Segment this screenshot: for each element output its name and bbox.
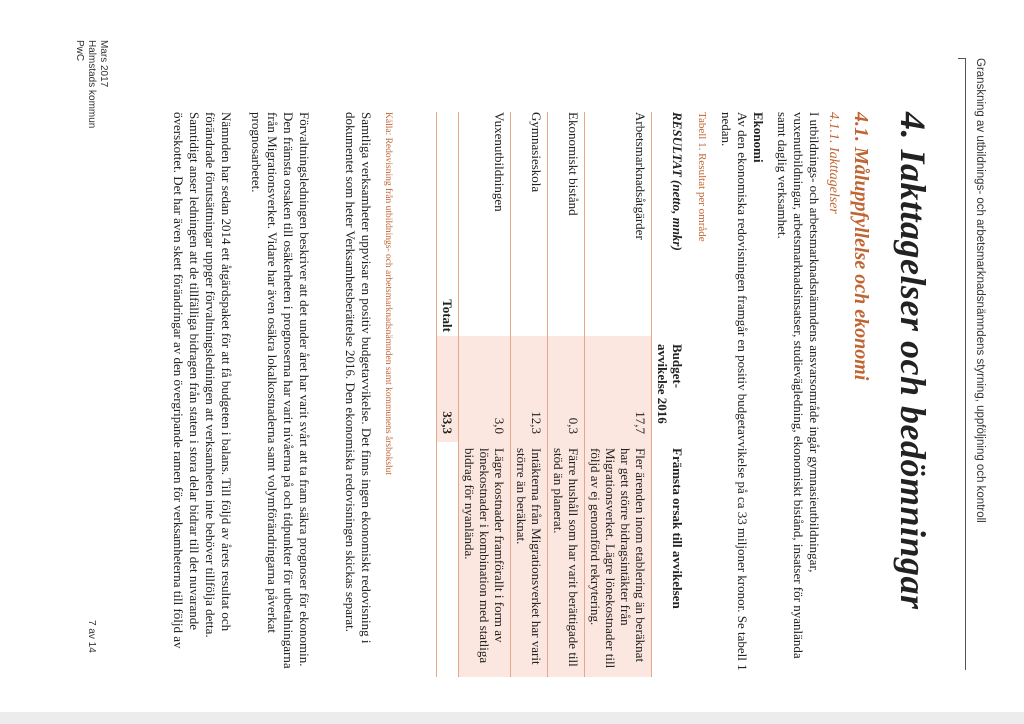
table-total-value: 33,3	[437, 336, 458, 442]
table-total-row	[436, 112, 459, 677]
table-header-row	[652, 112, 688, 677]
page-footer	[73, 40, 109, 128]
section-title: 4.1. Måluppfyllelse och ekonomi	[850, 112, 872, 381]
table-cell-area: Arbetsmarknadsåtgärder	[633, 112, 648, 240]
subsection-title: 4.1.1. Iakttagelser	[826, 112, 841, 214]
footer-firm: PwC	[74, 40, 85, 62]
ekonomi-paragraph: Av den ekonomiska redovisningen framgår en positiv budgetavvikelse på ca 33 miljoner kronor. Se tabell 1 nedan.	[719, 112, 750, 671]
table-source-note: Källa: Redovisning från utbildnings- och arbetsmarknadsnämnden samt kommunens årsbokslut	[383, 112, 393, 476]
table-header-budget: Budget-avvikelse 2016	[655, 344, 685, 424]
footer-org: Halmstads kommun	[86, 40, 97, 129]
table-row	[548, 112, 585, 677]
table-cell-reason: Fler ärenden inom etablering än beräknat har gett större bidragsintäkter från Migrationsverket. Lägre lönekostnader till följd av ej genomförd rekrytering.	[585, 442, 651, 677]
result-table	[436, 112, 688, 677]
table-row	[511, 112, 548, 677]
table-cell-reason: Intäkterna från Migrationsverket har varit större än beräknat.	[511, 442, 547, 677]
table-header-area: RESULTAT (netto, mnkr)	[670, 112, 685, 251]
table-cell-value: 3,0	[459, 336, 510, 442]
body-paragraph-2: Förvaltningsledningen beskriver att det under året har varit svårt att ta fram säkra prognoser för ekonomin. Den främsta orsaken till osäkerheten i prognoserna har varit nivåerna på och tidpunkter för utbetalningarna från Migrationsverket. Vidare har även osäkra lokalkostnaderna samt volymförändringarna påverkat prognosarbetet.	[249, 112, 312, 669]
footer-date: Mars 2017	[98, 40, 109, 88]
table-cell-value: 17,7	[585, 336, 651, 442]
intro-paragraph: I utbildnings- och arbetsmarknadsnämndens ansvarsområde ingår gymnasieutbildningar, vuxenutbildningar, arbetsmarknadsinsatser, studievägledning, ekonomiskt bistånd, insatser för nyanlända samt daglig verksamhet.	[775, 112, 822, 659]
chapter-title: 4. Iakttagelser och bedömningar	[893, 112, 933, 610]
table-row	[585, 112, 652, 677]
table-total-empty	[437, 442, 458, 677]
table-caption: Tabell 1. Resultat per område	[696, 112, 708, 242]
table-cell-area: Vuxenutbildningen	[492, 112, 507, 212]
table-cell-area: Gymnasieskola	[529, 112, 544, 193]
table-cell-area: Ekonomiskt bistånd	[566, 112, 581, 216]
header-rule-tick	[958, 58, 966, 59]
header-rule	[965, 58, 966, 670]
table-header-reason: Främsta orsak till avvikelsen	[670, 448, 685, 609]
body-paragraph-3: Nämnden har sedan 2014 ett åtgärdspaket för att få budgeten i balans. Till följd av årets resultat och förändrade förutsättningar uppger förvaltningsledningen att verksamheten inte behöver tillfölja detta. Samtidigt anser ledningen att de tillfälliga bidragen från staten i stora delar bidrar till det nuvarande överskottet. Det har även skett förändringar av den övergripande ramen för verksamheterna till följd av	[171, 112, 234, 649]
table-cell-reason: Färre hushåll som har varit berättigade till stöd än planerat.	[548, 442, 584, 677]
table-total-label: Totalt	[440, 299, 455, 332]
ekonomi-heading: Ekonomi	[751, 112, 766, 163]
scan-bottom-edge	[0, 712, 1024, 724]
table-cell-value: 12,3	[511, 336, 547, 442]
table-cell-value: 0,3	[548, 336, 584, 442]
running-header: Granskning av utbildnings- och arbetsmarknadsnämndens styrning, uppföljning och kontroll	[974, 58, 986, 523]
body-paragraph-1: Samtliga verksamheter uppvisar en positiv budgetavvikelse. Det finns ingen ekonomiskt redovisning i dokumentet som heter Verksamhetsberättelse 2016. Den ekonomiska redovisningen skickas separat.	[343, 112, 374, 644]
table-cell-reason: Lägre kostnader framförallt i form av lönekostnader i kombination med statliga bidrag för nyanlända.	[459, 442, 510, 677]
page-number: 7 av 14	[86, 620, 97, 653]
table-row	[459, 112, 511, 677]
